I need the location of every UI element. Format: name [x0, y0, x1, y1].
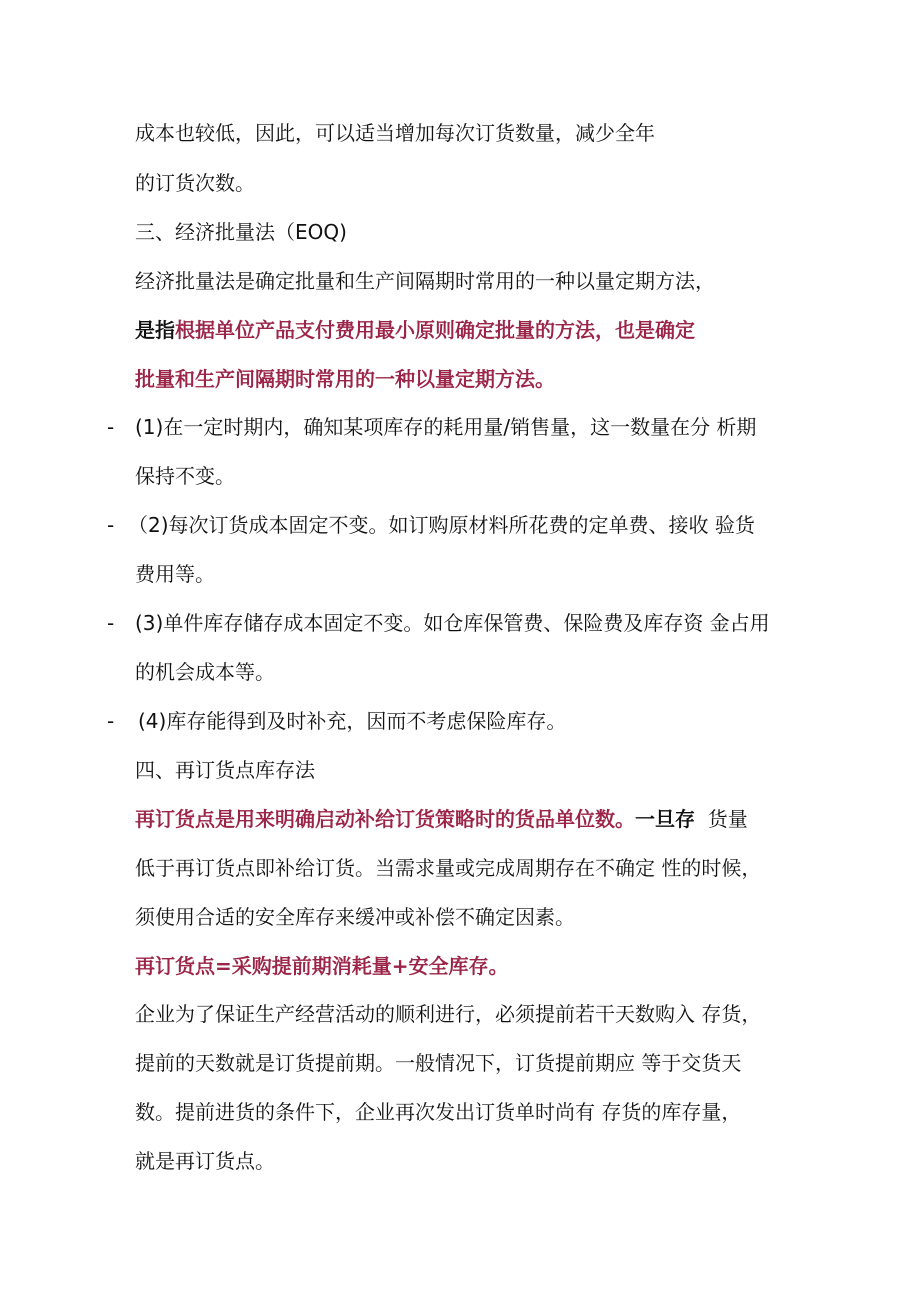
- section-heading-reorder-point: 四、再订货点库存法: [135, 758, 315, 782]
- bullet-dash: -: [107, 513, 115, 537]
- paragraph-line: [135, 806, 748, 832]
- paragraph-line: 提前的天数就是订货提前期。一般情况下，订货提前期应 等于交货天: [135, 1051, 742, 1075]
- list-item-continuation: 费用等。: [135, 562, 215, 586]
- paragraph-line: 的订货次数。: [135, 171, 255, 195]
- paragraph-line: 成本也较低，因此，可以适当增加每次订货数量，减少全年: [135, 121, 655, 145]
- highlight-text: 根据单位产品支付费用最小原则确定批量的方法，也是确定: [175, 318, 695, 342]
- bullet-dash: -: [107, 611, 115, 635]
- formula-line: 再订货点=采购提前期消耗量+安全库存。: [135, 954, 509, 978]
- paragraph-line: 须使用合适的安全库存来缓冲或补偿不确定因素。: [135, 905, 575, 929]
- paragraph-line: [135, 317, 695, 343]
- paragraph-line: 数。提前进货的条件下，企业再次发出订货单时尚有 存货的库存量，: [135, 1100, 742, 1124]
- section-heading-eoq: 三、经济批量法（EOQ): [135, 220, 347, 244]
- list-item: (1)在一定时期内，确知某项库存的耗用量/销售量，这一数量在分 析期: [135, 415, 757, 439]
- paragraph-line: 企业为了保证生产经营活动的顺利进行，必须提前若干天数购入 存货，: [135, 1002, 762, 1026]
- bold-text: 一旦存: [635, 807, 695, 831]
- list-item-continuation: 的机会成本等。: [135, 660, 275, 684]
- list-item: (4)库存能得到及时补充，因而不考虑保险库存。: [138, 709, 567, 733]
- highlight-text: 再订货点是用来明确启动补给订货策略时的货品单位数。: [135, 807, 635, 831]
- bold-text: 是指: [135, 318, 175, 342]
- plain-text: 货量: [695, 807, 748, 831]
- list-item: （2)每次订货成本固定不变。如订购原材料所花费的定单费、接收 验货: [128, 513, 755, 537]
- highlight-line: 批量和生产间隔期时常用的一种以量定期方法。: [135, 367, 555, 391]
- bullet-dash: -: [107, 415, 115, 439]
- paragraph-line: 就是再订货点。: [135, 1149, 275, 1173]
- list-item: (3)单件库存储存成本固定不变。如仓库保管费、保险费及库存资 金占用: [135, 611, 770, 635]
- paragraph-line: 低于再订货点即补给订货。当需求量或完成周期存在不确定 性的时候，: [135, 856, 762, 880]
- list-item-continuation: 保持不变。: [135, 464, 235, 488]
- bullet-dash: -: [107, 709, 115, 733]
- paragraph-line: 经济批量法是确定批量和生产间隔期时常用的一种以量定期方法，: [135, 269, 715, 293]
